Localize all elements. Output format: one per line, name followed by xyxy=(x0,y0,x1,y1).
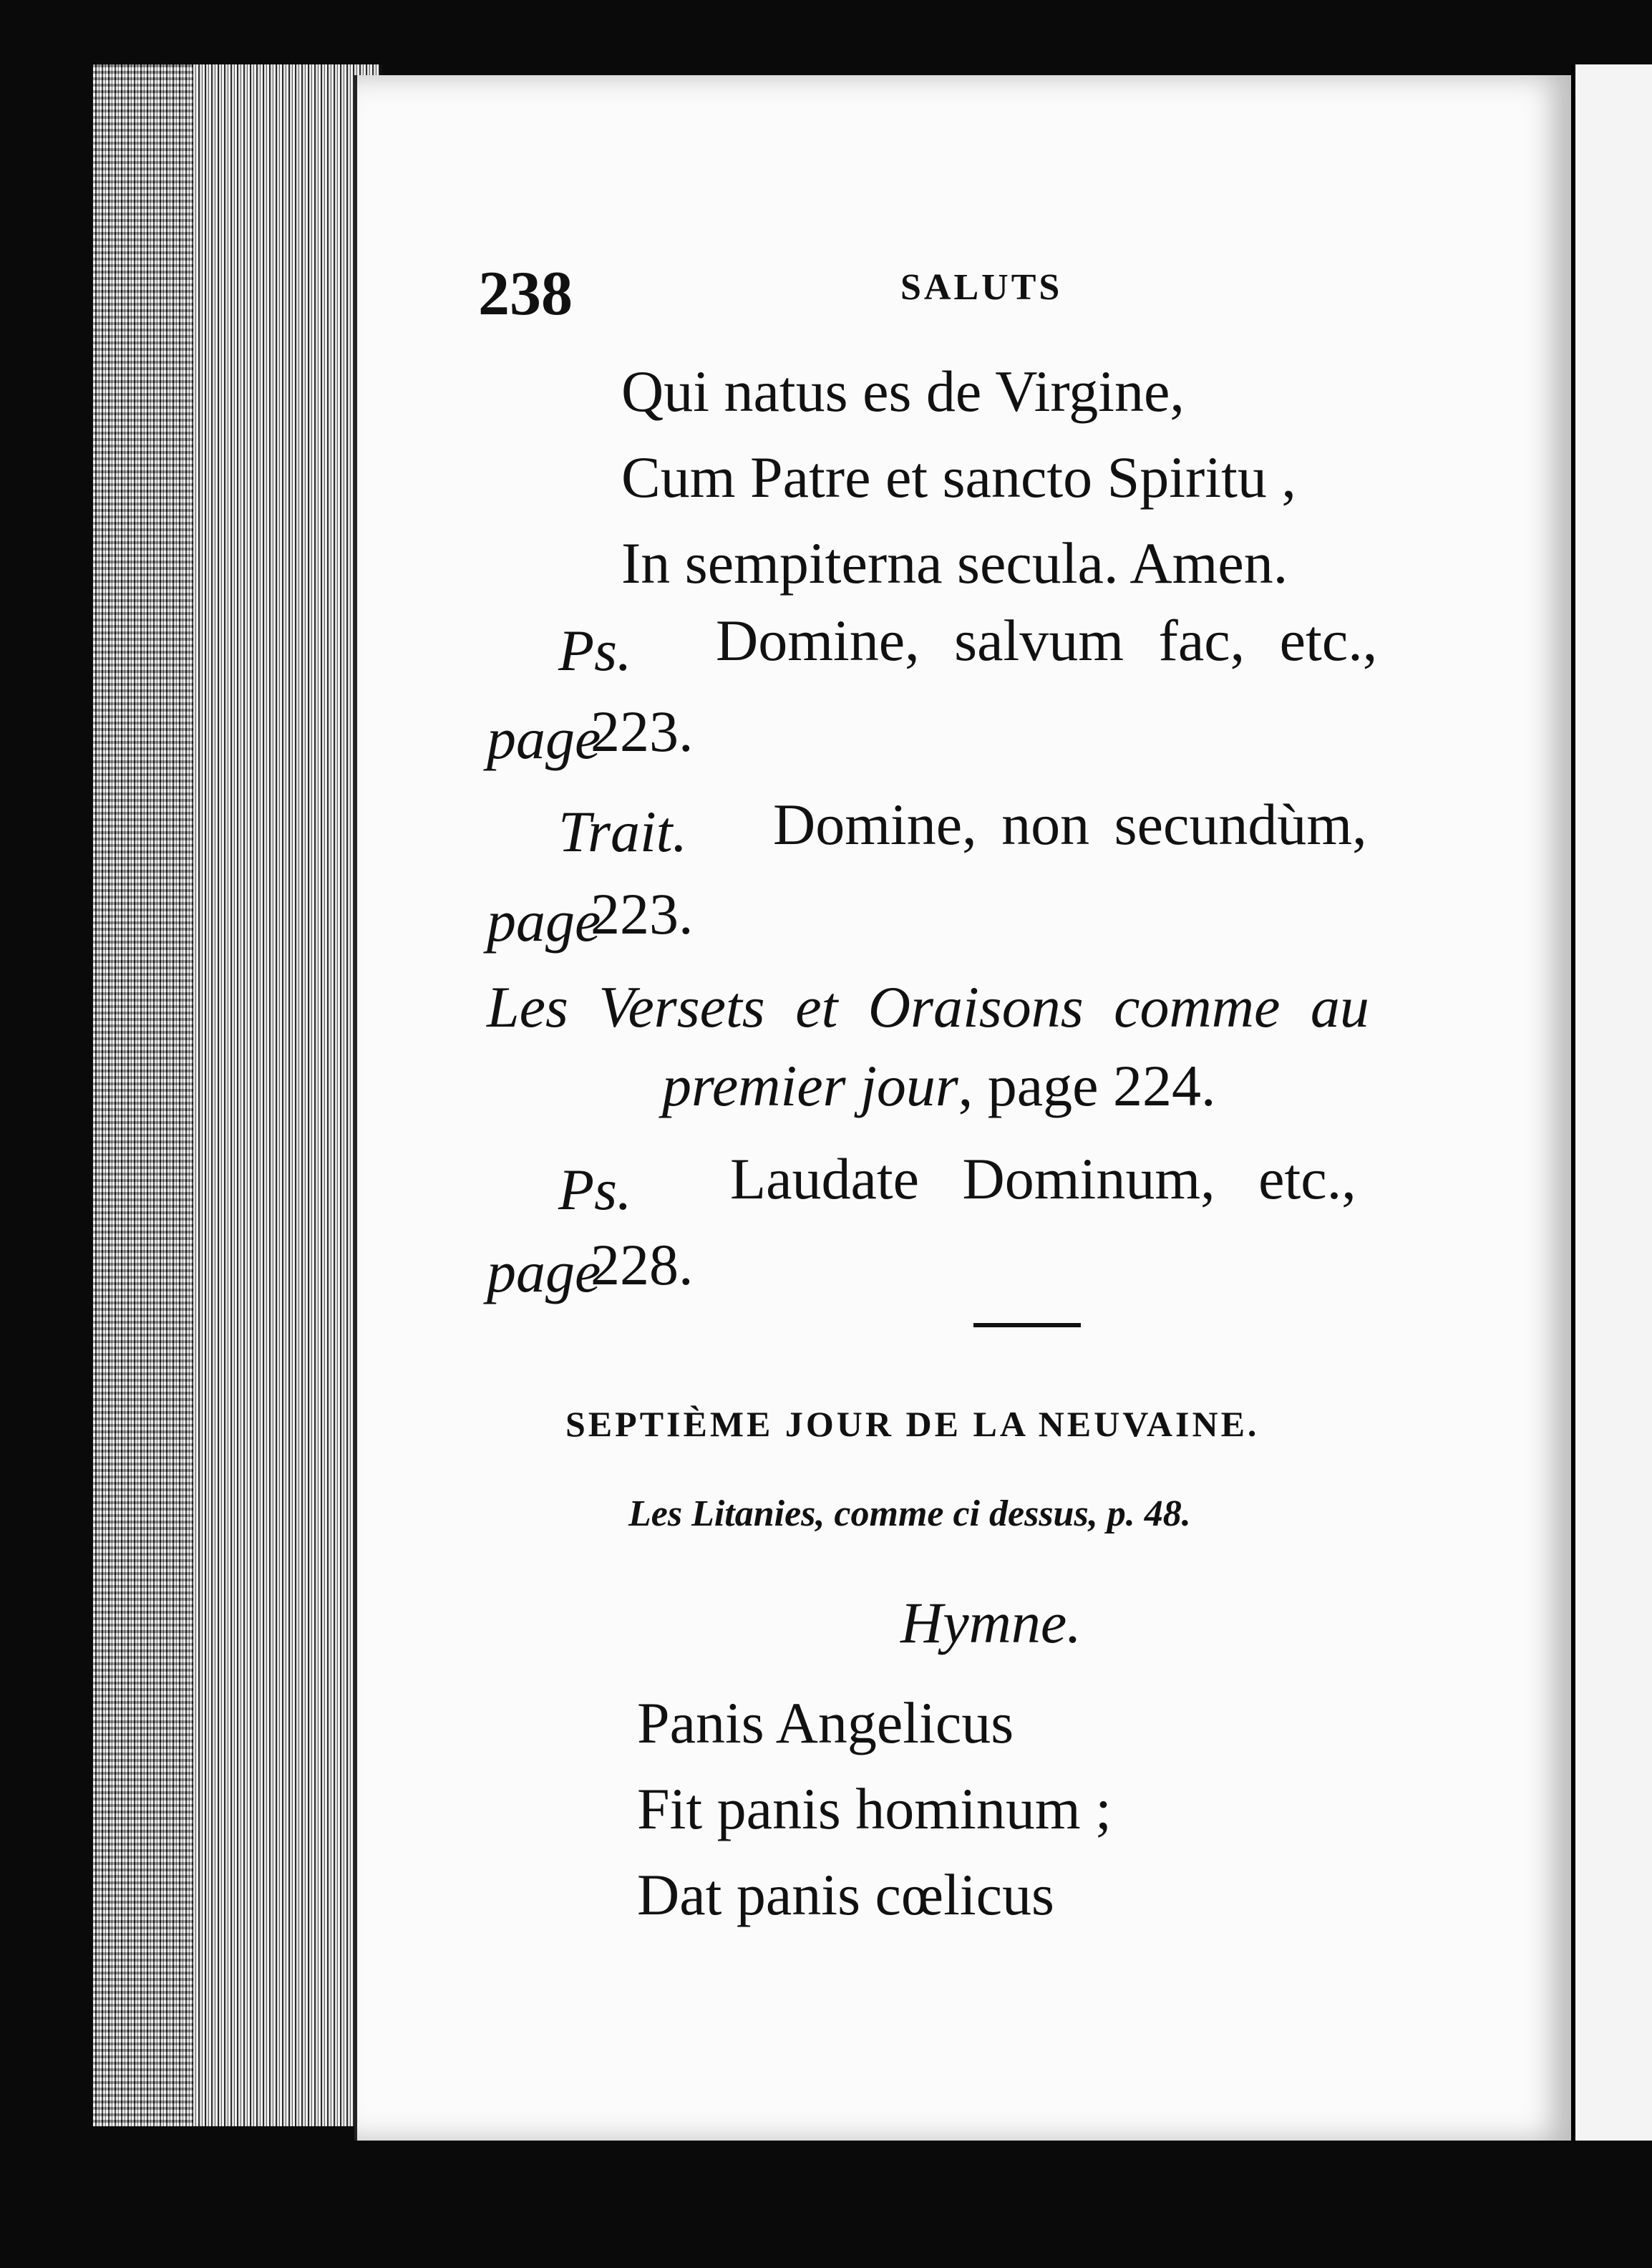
verse-line: Qui natus es de Virgine, xyxy=(621,359,1185,424)
page-ref-number: 228. xyxy=(591,1232,694,1297)
running-head: SALUTS xyxy=(900,267,1063,308)
rubric-italic: premier jour xyxy=(662,1053,958,1118)
page-ref-label: page xyxy=(487,1239,601,1304)
page-number: 238 xyxy=(478,259,573,329)
section-note: Les Litanies, comme ci dessus, p. 48. xyxy=(628,1493,1191,1534)
verse-line: Panis Angelicus xyxy=(637,1690,1014,1755)
verse-line: Dat panis cœlicus xyxy=(637,1862,1054,1927)
section-heading: SEPTIÈME JOUR DE LA NEUVAINE. xyxy=(565,1404,1260,1444)
psalm-label: Ps. xyxy=(558,618,632,683)
page-ref-number: 223. xyxy=(591,881,694,946)
rubric-versets: Les Versets et Oraisons comme au xyxy=(487,974,1369,1040)
psalm-text: Laudate Dominum, etc., xyxy=(730,1146,1356,1211)
psalm-text: Domine, salvum fac, etc., xyxy=(716,608,1378,673)
section-rule xyxy=(973,1323,1081,1327)
page-ref-number: 223. xyxy=(591,699,694,764)
trait-label: Trait. xyxy=(558,799,688,864)
rubric-versets-cont xyxy=(662,1052,1216,1120)
page-ref-label: page xyxy=(487,706,601,771)
page-ref-label: page xyxy=(487,888,601,954)
verse-line: Cum Patre et sancto Spiritu , xyxy=(621,445,1296,510)
rubric-page-ref: , page 224. xyxy=(958,1053,1216,1118)
verse-line: Fit panis hominum ; xyxy=(637,1776,1112,1841)
verse-line: In sempiterna secula. Amen. xyxy=(621,530,1288,596)
trait-text: Domine, non secundùm, xyxy=(773,792,1367,857)
hymn-title: Hymne. xyxy=(900,1590,1082,1655)
psalm-label: Ps. xyxy=(558,1157,632,1222)
